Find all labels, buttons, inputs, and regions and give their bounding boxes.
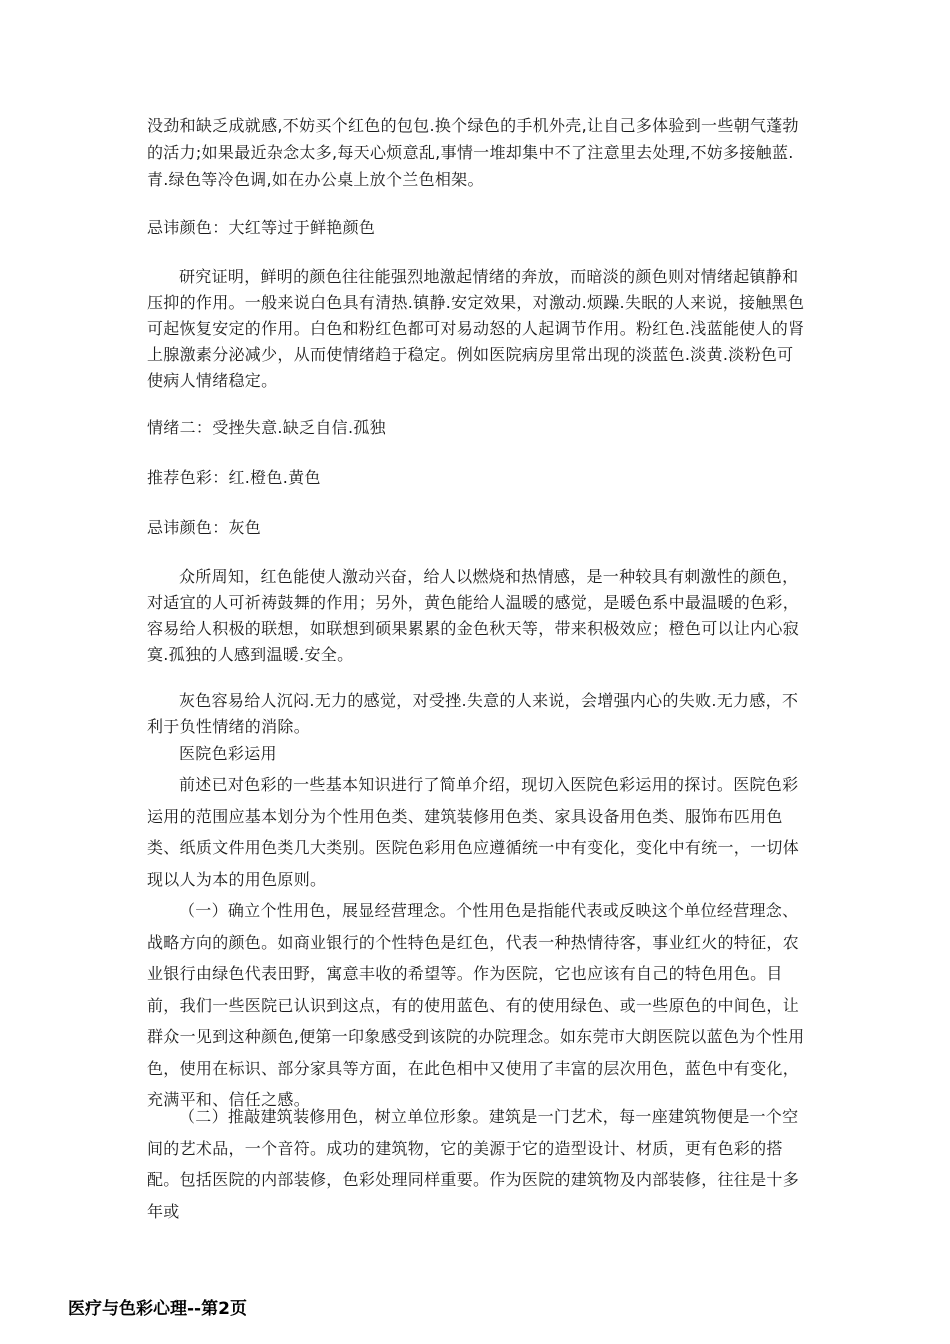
- paragraph-red-yellow: 众所周知，红色能使人激动兴奋，给人以燃烧和热情感，是一种较具有刺激性的颜色，对适宜的人可祈祷鼓舞的作用；另外，黄色能给人温暖的感觉，是暖色系中最温暖的色彩，容易给人积极的联想，如联想到硕果累累的金色秋天等，带来积极效应；橙色可以让内心寂寞.孤独的人感到温暖.安全。: [147, 567, 800, 664]
- emotion-two-heading: 情绪二：受挫失意.缺乏自信.孤独: [147, 418, 386, 437]
- paragraph-identity-color: （一）确立个性用色，展显经营理念。个性用色是指能代表或反映这个单位经营理念、战略方向的颜色。如商业银行的个性特色是红色，代表一种热情待客，事业红火的特征，农业银行由绿色代表田野，寓意丰收的希望等。作为医院，它也应该有自己的特色用色。目前，我们一些医院已认识到这点，有的使用蓝色、有的使用绿色、或一些原色的中间色，让群众一见到这种颜色,便第一印象感受到该院的办院理念。如东莞市大朗医院以蓝色为个性用色，使用在标识、部分家具等方面，在此色相中又使用了丰富的层次用色，蓝色中有变化，充满平和、信任之感。: [147, 901, 805, 1109]
- taboo-color-line-1: 忌讳颜色：大红等过于鲜艳颜色: [147, 218, 376, 237]
- paragraph-gray: 灰色容易给人沉闷.无力的感觉，对受挫.失意的人来说，会增强内心的失败.无力感，不利于负性情绪的消除。: [147, 691, 799, 736]
- section-heading-hospital-color: 医院色彩运用: [179, 744, 277, 763]
- taboo-color-line-2: 忌讳颜色：灰色: [147, 518, 262, 537]
- page-footer: 医疗与色彩心理--第2页: [68, 1299, 247, 1319]
- paragraph-color-suggestions: 没劲和缺乏成就感,不妨买个红色的包包.换个绿色的手机外壳,让自己多体验到一些朝气蓬勃的活力;如果最近杂念太多,每天心烦意乱,事情一堆却集中不了注意里去处理,不妨多接触蓝.青.绿色等冷色调,如在办公桌上放个兰色相架。: [147, 116, 799, 189]
- paragraph-architecture-color: （二）推敲建筑装修用色，树立单位形象。建筑是一门艺术，每一座建筑物便是一个空间的艺术品，一个音符。成功的建筑物，它的美源于它的造型设计、材质，更有色彩的搭配。包括医院的内部装修，色彩处理同样重要。作为医院的建筑物及内部装修，往往是十多年或: [147, 1107, 800, 1221]
- paragraph-research: 研究证明，鲜明的颜色往往能强烈地激起情绪的奔放，而暗淡的颜色则对情绪起镇静和压抑的作用。一般来说白色具有清热.镇静.安定效果，对激动.烦躁.失眠的人来说，接触黑色可起恢复安定的作用。白色和粉红色都可对易动怒的人起调节作用。粉红色.浅蓝能使人的肾上腺激素分泌减少，从而使情绪趋于稳定。例如医院病房里常出现的淡蓝色.淡黄.淡粉色可使病人情绪稳定。: [147, 267, 805, 390]
- recommended-colors-line: 推荐色彩：红.橙色.黄色: [147, 468, 321, 487]
- paragraph-introduction: 前述已对色彩的一些基本知识进行了简单介绍，现切入医院色彩运用的探讨。医院色彩运用的范围应基本划分为个性用色类、建筑装修用色类、家具设备用色类、服饰布匹用色类、纸质文件用色类几大类别。医院色彩用色应遵循统一中有变化，变化中有统一，一切体现以人为本的用色原则。: [147, 775, 800, 889]
